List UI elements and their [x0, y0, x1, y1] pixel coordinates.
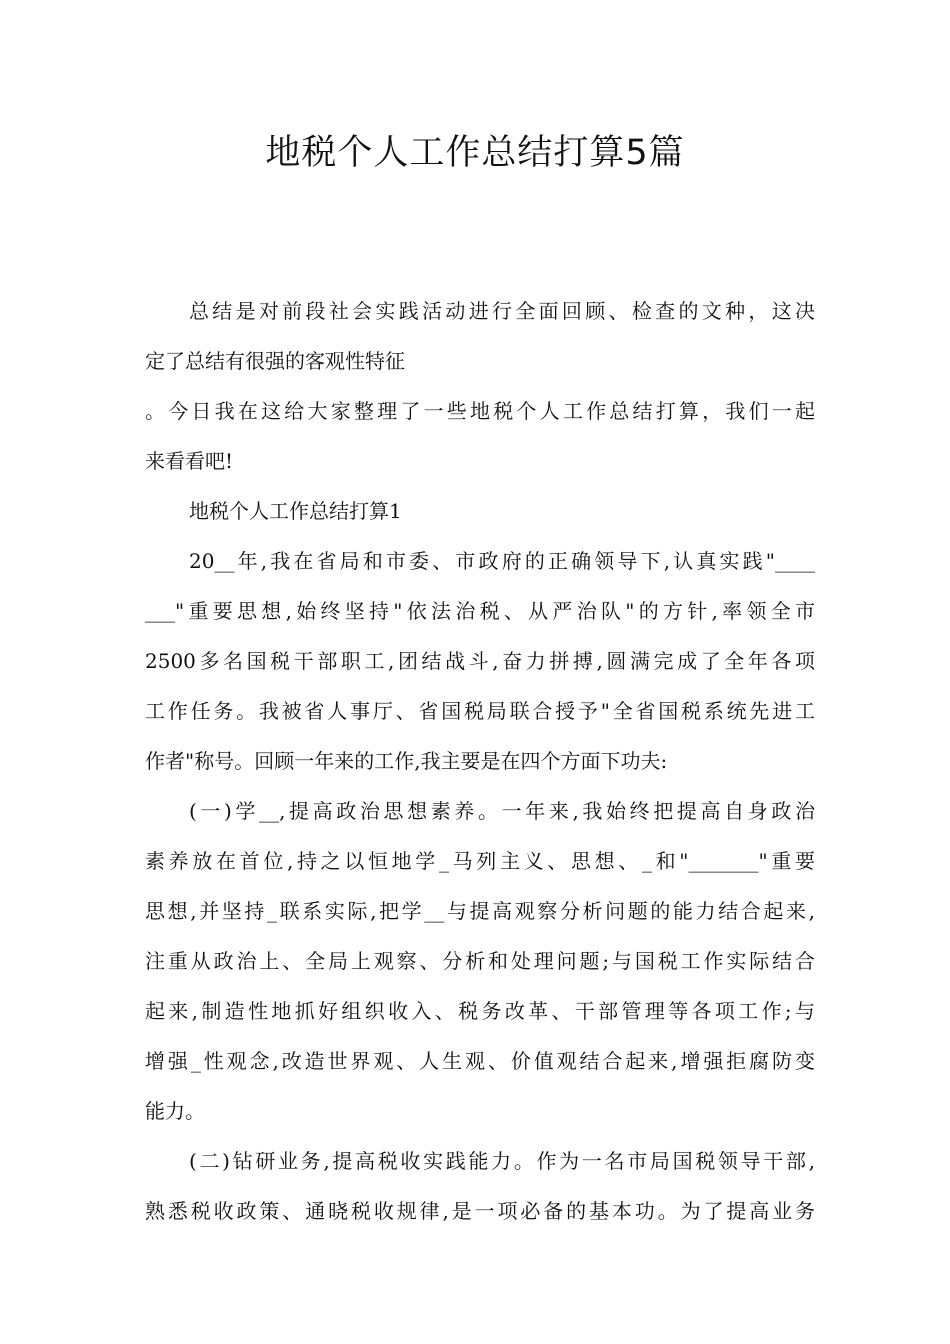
- text-line: 思想,并坚持_联系实际,把学__与提高观察分析问题的能力结合起来,: [145, 899, 815, 923]
- text-line: 20__年,我在省局和市委、市政府的正确领导下,认真实践"____: [189, 549, 815, 573]
- section-heading: 地税个人工作总结打算1: [189, 499, 402, 523]
- text-line: (二)钻研业务,提高税收实践能力。作为一名市局国税领导干部,: [189, 1149, 815, 1173]
- text-line: 作者"称号。回顾一年来的工作,我主要是在四个方面下功夫:: [145, 749, 668, 773]
- text-line: 。今日我在这给大家整理了一些地税个人工作总结打算，我们一起: [145, 399, 815, 423]
- text-line: 注重从政治上、全局上观察、分析和处理问题;与国税工作实际结合: [145, 949, 815, 973]
- document-body: [145, 286, 815, 1236]
- text-line: 素养放在首位,持之以恒地学_马列主义、思想、_和"_______"重要: [145, 849, 815, 873]
- document-title: 地税个人工作总结打算5篇: [265, 133, 685, 173]
- text-line: ___"重要思想,始终坚持"依法治税、从严治队"的方针,率领全市: [145, 599, 815, 623]
- text-line: 总结是对前段社会实践活动进行全面回顾、检查的文种，这决: [189, 299, 815, 323]
- text-line: 能力。: [145, 1099, 205, 1123]
- text-line: 熟悉税收政策、通晓税收规律,是一项必备的基本功。为了提高业务: [145, 1199, 815, 1223]
- text-line: 定了总结有很强的客观性特征: [145, 349, 405, 373]
- text-line: 工作任务。我被省人事厅、省国税局联合授予"全省国税系统先进工: [145, 699, 815, 723]
- text-line: 起来,制造性地抓好组织收入、税务改革、干部管理等各项工作;与: [145, 999, 815, 1023]
- text-line: 增强_性观念,改造世界观、人生观、价值观结合起来,增强拒腐防变: [145, 1049, 815, 1073]
- text-line: 2500多名国税干部职工,团结战斗,奋力拼搏,圆满完成了全年各项: [145, 649, 815, 673]
- text-line: (一)学__,提高政治思想素养。一年来,我始终把提高自身政治: [189, 799, 815, 823]
- text-line: 来看看吧!: [145, 449, 234, 473]
